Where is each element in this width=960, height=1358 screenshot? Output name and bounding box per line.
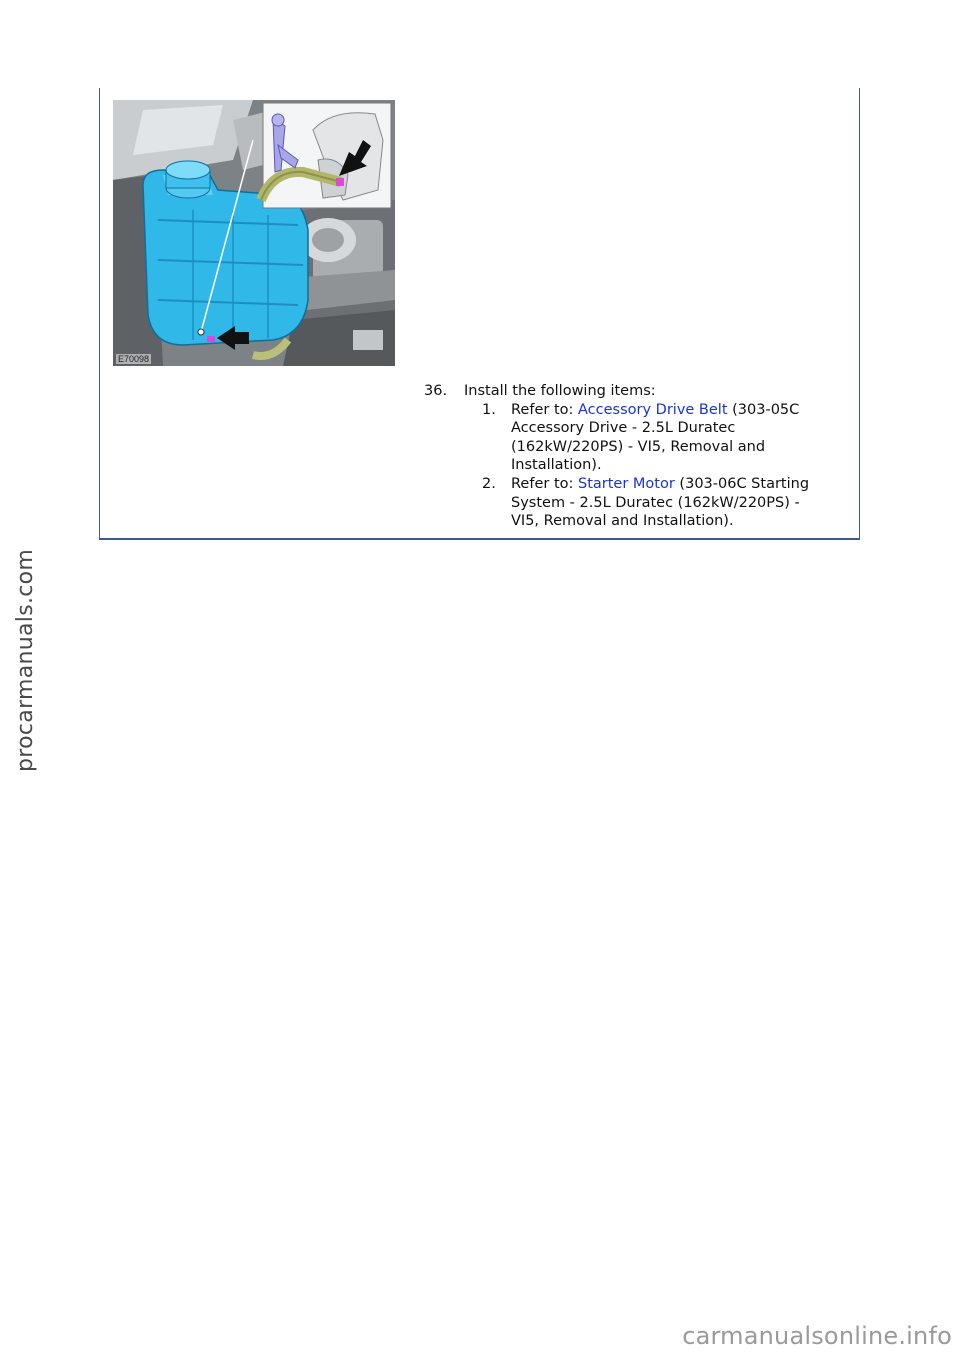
link-starter-motor[interactable]: Starter Motor [578,476,675,492]
item-body [511,401,841,475]
item-line: System - 2.5L Duratec (162kW/220PS) - [511,494,800,511]
item-number: 1. [482,401,496,418]
item-line [511,401,841,420]
refer-prefix: Refer to: [511,401,578,418]
item-line: Installation). [511,457,602,474]
item-line: Accessory Drive - 2.5L Duratec [511,420,736,437]
watermark-carmanualsonline: carmanualsonline.info [682,1322,952,1350]
step-number: 36. [424,383,448,399]
item-number: 2. [482,476,496,492]
link-accessory-drive-belt[interactable]: Accessory Drive Belt [578,401,728,418]
watermark-text: procarmanuals.com [13,548,38,772]
refer-prefix: Refer to: [511,476,578,492]
coolant-reservoir-illustration [113,100,395,366]
item-line: VI5, Removal and Installation). [511,513,734,530]
item-text: (303-05C [727,401,800,418]
watermark-procarmanuals [13,548,41,780]
step-text: Install the following items: [464,383,656,399]
illustration-svg [113,100,395,366]
item-text: (303-06C Starting [674,476,810,492]
item-line: (162kW/220PS) - VI5, Removal and [511,438,766,455]
figure-id-label: E70098 [118,354,150,364]
item-body [511,475,841,531]
item-line [511,475,841,494]
